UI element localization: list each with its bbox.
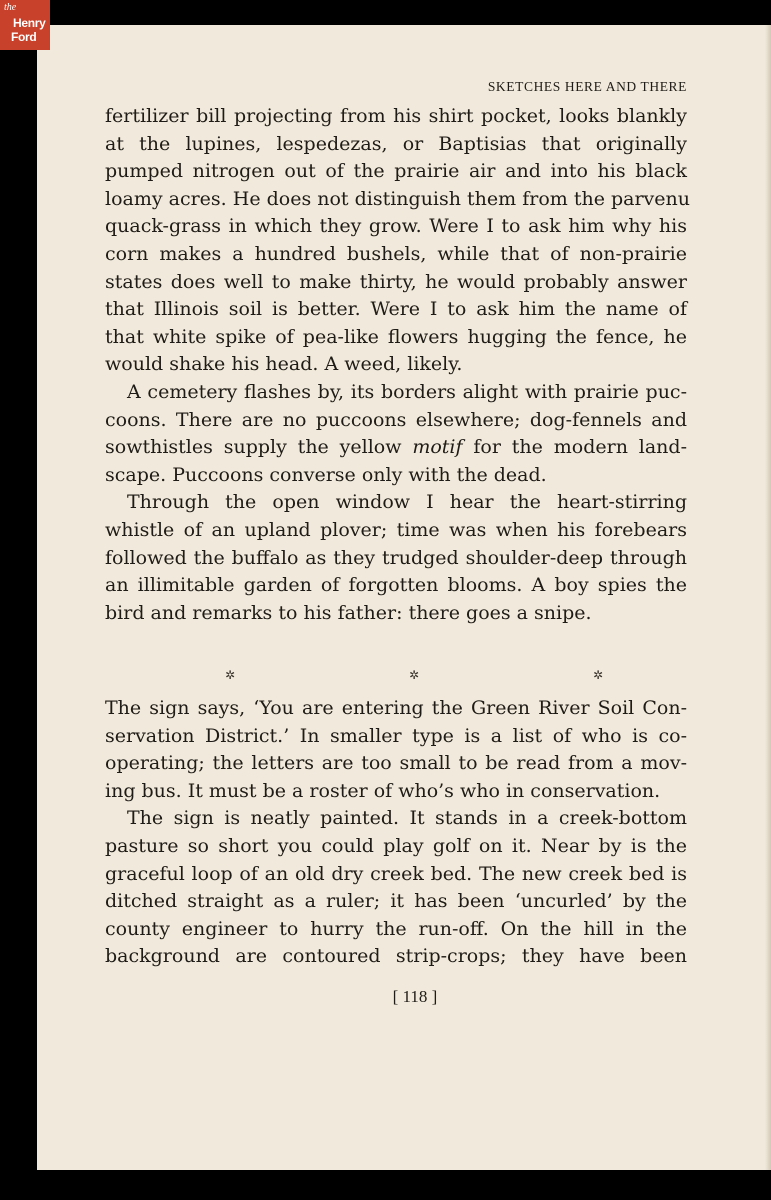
text-line: quack-grass in which they grow. Were I to ask him why his — [105, 215, 687, 238]
text-line: operating; the letters are too small to be read from a mov- — [105, 752, 687, 775]
body-text-top — [105, 103, 691, 627]
page-number: [ 118 ] — [392, 987, 438, 1006]
text-line: at the lupines, lespedezas, or Baptisias that originally — [105, 132, 687, 155]
text-span: for the modern land- — [462, 436, 687, 459]
text-line: Through the open window I hear the heart-stirring — [127, 491, 687, 514]
ornament-star-icon: ✲ — [409, 668, 420, 682]
text-line: The sign says, ‘You are entering the Green River Soil Con- — [105, 697, 687, 719]
text-line: ditched straight as a ruler; it has been ‘uncurled’ by the — [105, 890, 687, 913]
text-line: that white spike of pea-like flowers hugging the fence, he — [105, 325, 687, 348]
running-head: SKETCHES HERE AND THERE — [487, 79, 687, 94]
text-line: that Illinois soil is better. Were I to ask him the name of — [105, 298, 687, 321]
text-line: bird and remarks to his father: there goes a snipe. — [105, 601, 592, 624]
logo-ford: Ford — [11, 30, 37, 44]
text-line: servation District.’ In smaller type is a list of who is co- — [105, 724, 687, 747]
text-line: states does well to make thirty, he would probably answer — [105, 270, 687, 293]
text-line: pumped nitrogen out of the prairie air and into his black — [105, 160, 687, 183]
text-line: pasture so short you could play golf on it. Near by is the — [105, 834, 687, 857]
text-line-with-italic — [105, 434, 687, 462]
text-line: ing bus. It must be a roster of who’s who in conservation. — [105, 779, 661, 802]
text-span: sowthistles supply the yellow — [105, 436, 413, 459]
text-line: would shake his head. A weed, likely. — [105, 353, 463, 376]
text-line: background are contoured strip-crops; they have been — [105, 945, 687, 968]
text-line: scape. Puccoons converse only with the dead. — [105, 463, 547, 486]
text-line: A cemetery flashes by, its borders alight with prairie puc- — [127, 380, 687, 403]
logo-henry: Henry — [13, 16, 46, 30]
text-line: followed the buffalo as they trudged shoulder-deep through — [105, 546, 687, 569]
section-break-ornaments — [105, 668, 687, 688]
text-line: county engineer to hurry the run-off. On the hill in the — [105, 917, 687, 940]
ornament-star-icon: ✲ — [225, 668, 236, 682]
ornament-star-icon: ✲ — [593, 668, 604, 682]
text-line: graceful loop of an old dry creek bed. The new creek bed is — [105, 862, 687, 885]
text-line: whistle of an upland plover; time was when his forebears — [105, 518, 687, 541]
text-line: an illimitable garden of forgotten blooms. A boy spies the — [105, 574, 687, 597]
body-text-bottom — [105, 695, 687, 971]
logo-the: the — [4, 2, 17, 13]
text-line: corn makes a hundred bushels, while that of non-prairie — [105, 242, 687, 265]
text-line: coons. There are no puccoons elsewhere; dog-fennels and — [105, 408, 687, 431]
text-line: The sign is neatly painted. It stands in a creek-bottom — [127, 807, 687, 830]
text-line: fertilizer bill projecting from his shirt pocket, looks blankly — [105, 105, 687, 127]
henry-ford-logo — [0, 0, 50, 50]
text-line: loamy acres. He does not distinguish them from the parvenu — [105, 187, 691, 210]
italic-word-motif: motif — [412, 436, 463, 459]
